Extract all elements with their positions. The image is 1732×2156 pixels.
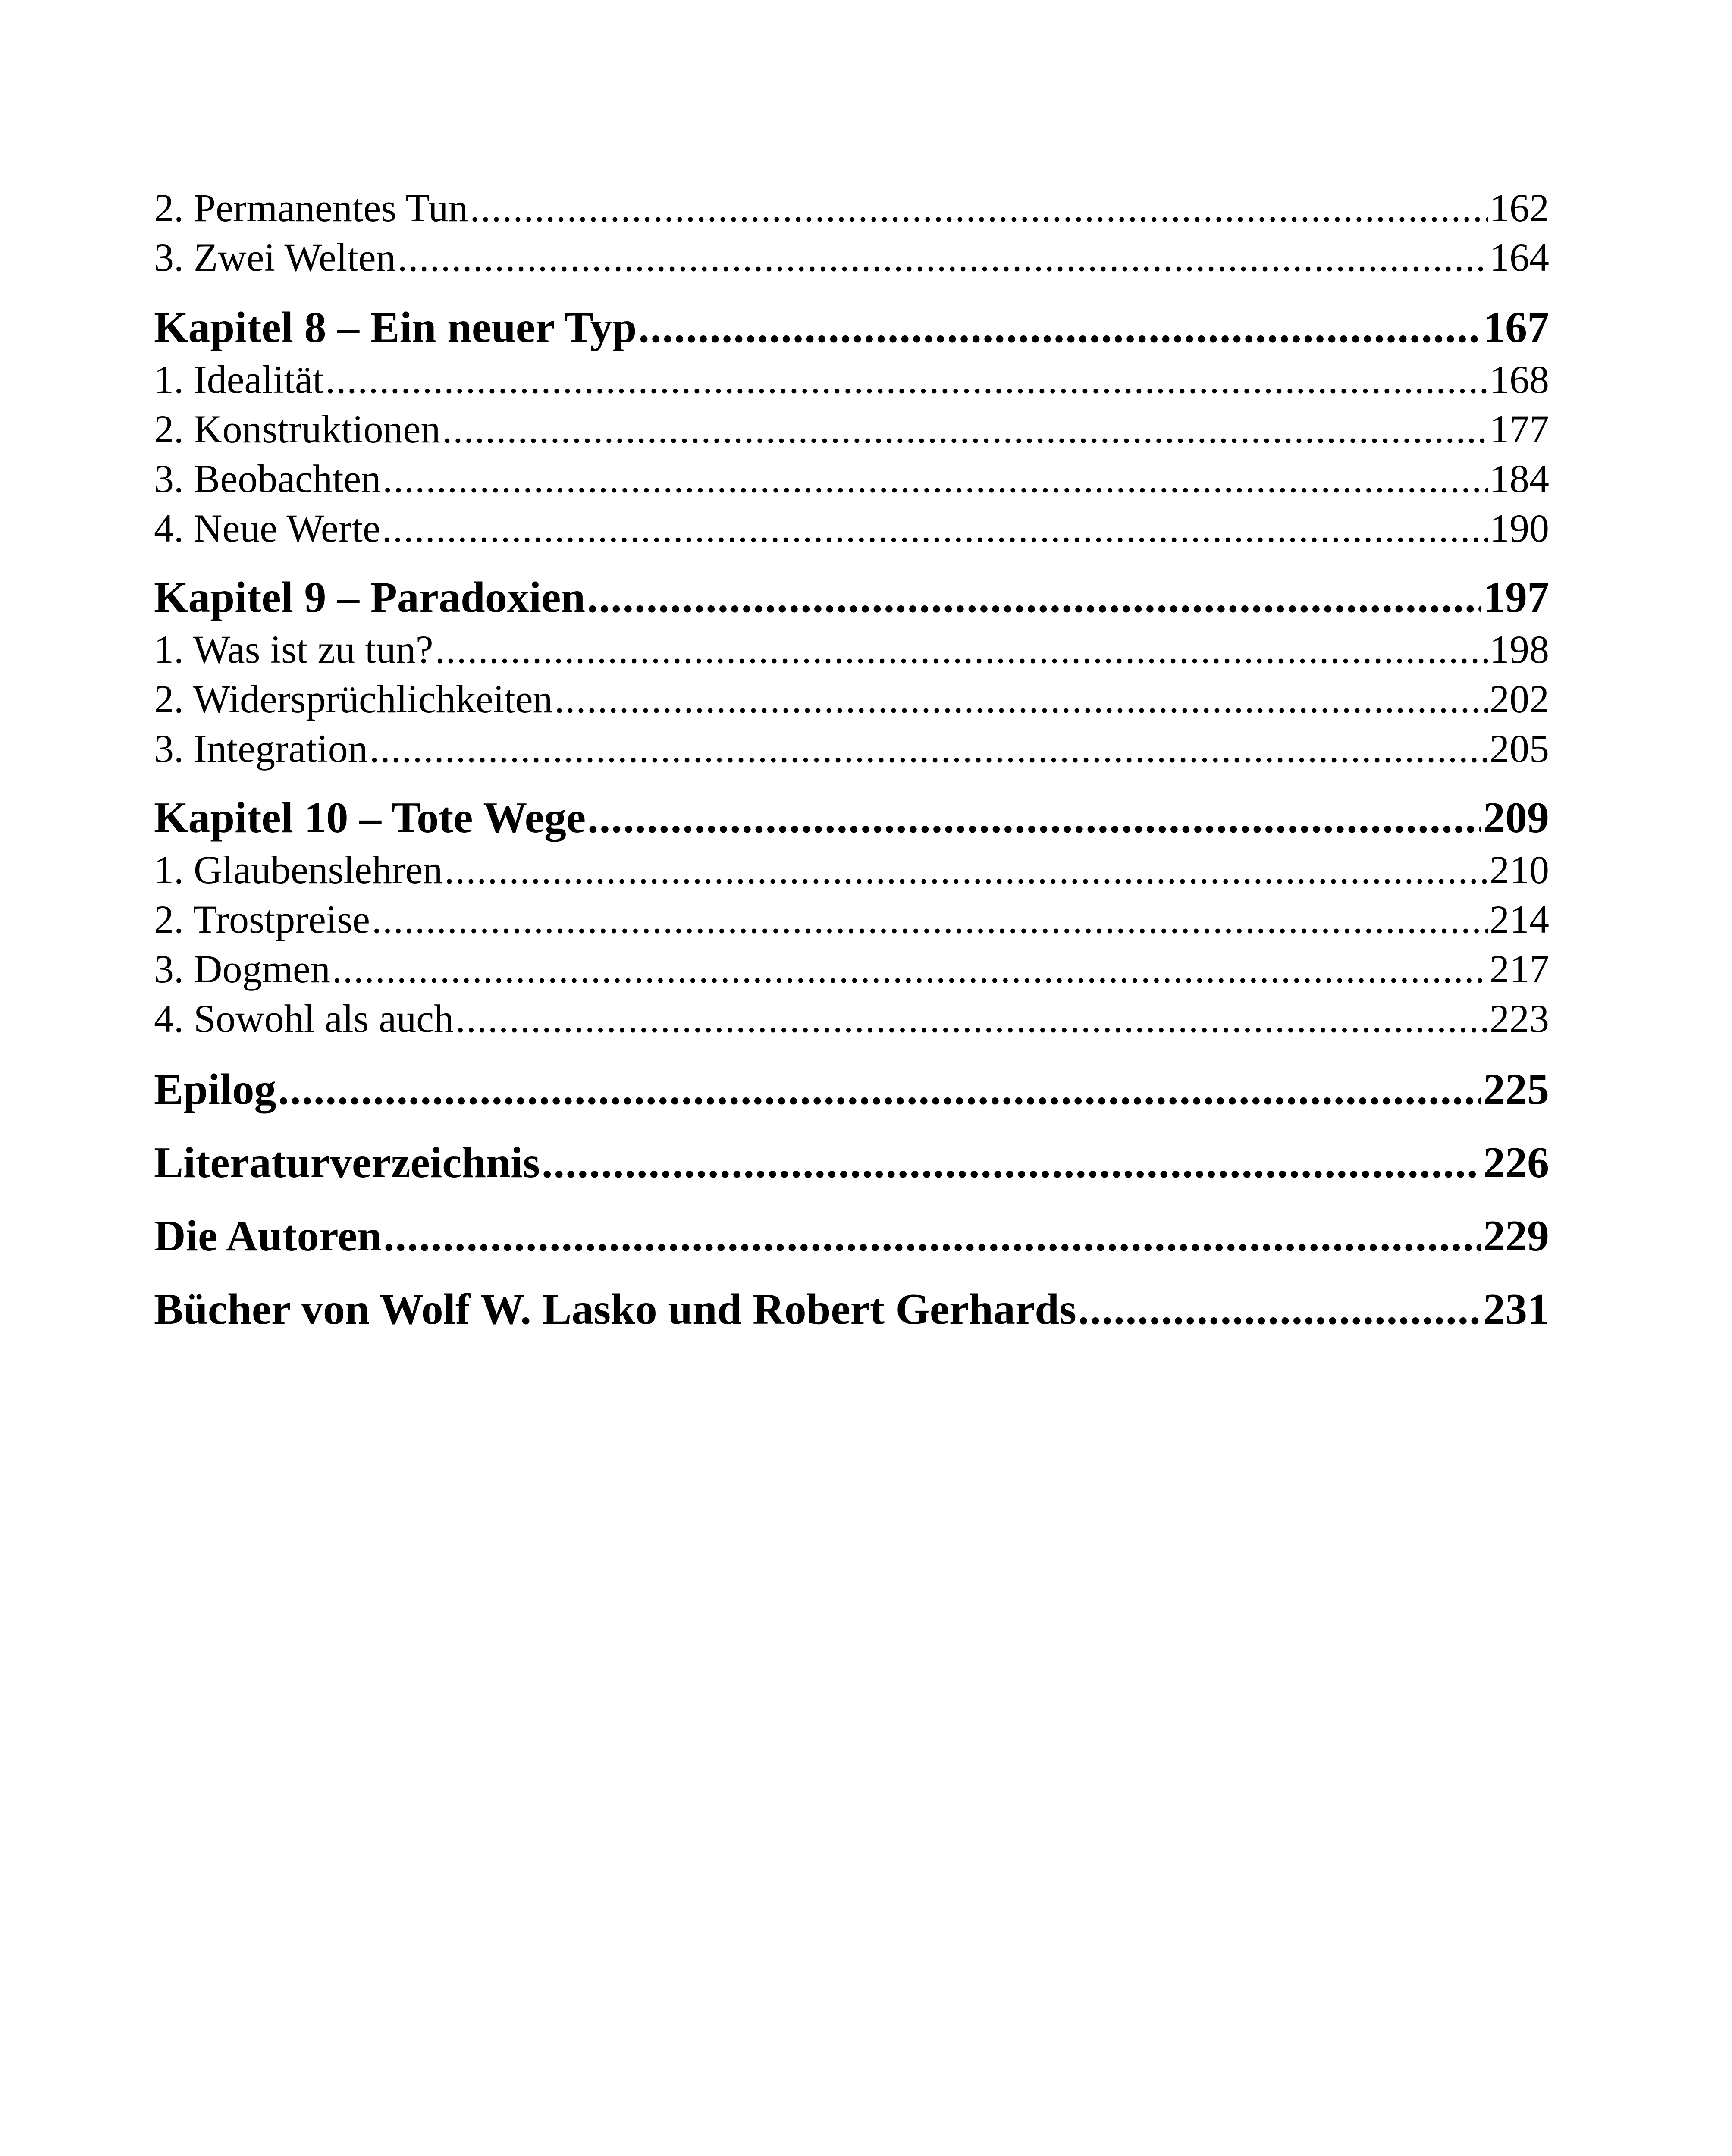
- toc-entry-title: 2. Konstruktionen: [154, 407, 441, 451]
- toc-entry-title: 4. Neue Werte: [154, 506, 380, 550]
- toc-entry-page: 190: [1490, 506, 1549, 550]
- dot-leader: [442, 404, 1488, 454]
- toc-entry-page: 217: [1490, 947, 1549, 991]
- dot-leader: [455, 994, 1488, 1044]
- dot-leader: [444, 845, 1488, 895]
- toc-entry-title: 1. Glaubenslehren: [154, 848, 443, 892]
- toc-section[interactable]: [154, 1282, 1549, 1337]
- toc-entry-page: 162: [1490, 186, 1549, 230]
- toc-entry-title: 2. Trostpreise: [154, 897, 370, 941]
- toc-entry-title: 2. Permanentes Tun: [154, 186, 468, 230]
- toc-entry[interactable]: [154, 233, 1549, 282]
- toc-entry-page: 198: [1490, 627, 1549, 671]
- dot-leader: [470, 183, 1488, 233]
- toc-entry-title: 3. Dogmen: [154, 947, 330, 991]
- toc-entry-page: 214: [1490, 897, 1549, 941]
- toc-section-title: Die Autoren: [154, 1212, 382, 1260]
- toc-section-title: Epilog: [154, 1065, 276, 1114]
- toc-entry-title: 1. Idealität: [154, 357, 324, 401]
- toc-entry[interactable]: [154, 404, 1549, 454]
- toc-section-title: Literaturverzeichnis: [154, 1138, 540, 1187]
- toc-chapter[interactable]: [154, 570, 1549, 625]
- toc-entry[interactable]: [154, 994, 1549, 1044]
- toc-entry-page: 177: [1490, 407, 1549, 451]
- table-of-contents: [154, 183, 1549, 1337]
- toc-entry-page: 205: [1490, 727, 1549, 771]
- toc-chapter-page: 167: [1483, 303, 1549, 352]
- toc-entry[interactable]: [154, 724, 1549, 774]
- dot-leader: [382, 504, 1488, 553]
- toc-entry[interactable]: [154, 845, 1549, 895]
- dot-leader: [587, 791, 1481, 845]
- toc-section-page: 225: [1483, 1065, 1549, 1114]
- toc-chapter-title: Kapitel 9 – Paradoxien: [154, 573, 586, 622]
- dot-leader: [278, 1062, 1481, 1117]
- toc-entry-title: 1. Was ist zu tun?: [154, 627, 433, 671]
- dot-leader: [1078, 1282, 1481, 1337]
- toc-entry-page: 223: [1490, 997, 1549, 1040]
- toc-entry-title: 4. Sowohl als auch: [154, 997, 454, 1040]
- toc-chapter-page: 209: [1483, 793, 1549, 842]
- toc-section-page: 229: [1483, 1212, 1549, 1260]
- toc-entry-title: 3. Integration: [154, 727, 368, 771]
- toc-section[interactable]: [154, 1062, 1549, 1117]
- toc-entry-title: 2. Widersprüchlichkeiten: [154, 677, 553, 721]
- toc-section-title: Bücher von Wolf W. Lasko und Robert Gerhards: [154, 1285, 1076, 1334]
- toc-entry-page: 184: [1490, 457, 1549, 501]
- dot-leader: [587, 570, 1481, 625]
- toc-section[interactable]: [154, 1209, 1549, 1263]
- dot-leader: [638, 301, 1481, 355]
- dot-leader: [542, 1136, 1481, 1190]
- toc-chapter-title: Kapitel 8 – Ein neuer Typ: [154, 303, 637, 352]
- toc-chapter-page: 197: [1483, 573, 1549, 622]
- toc-section-page: 231: [1483, 1285, 1549, 1334]
- toc-chapter[interactable]: [154, 791, 1549, 845]
- dot-leader: [383, 454, 1488, 504]
- dot-leader: [372, 895, 1488, 944]
- dot-leader: [435, 625, 1488, 674]
- toc-entry-page: 164: [1490, 235, 1549, 279]
- dot-leader: [383, 1209, 1481, 1263]
- toc-section-page: 226: [1483, 1138, 1549, 1187]
- toc-entry-page: 210: [1490, 848, 1549, 892]
- toc-entry-title: 3. Beobachten: [154, 457, 381, 501]
- toc-entry[interactable]: [154, 454, 1549, 504]
- toc-section[interactable]: [154, 1136, 1549, 1190]
- toc-entry-title: 3. Zwei Welten: [154, 235, 396, 279]
- dot-leader: [398, 233, 1488, 282]
- dot-leader: [332, 944, 1488, 994]
- toc-entry[interactable]: [154, 674, 1549, 724]
- toc-chapter[interactable]: [154, 301, 1549, 355]
- toc-entry-page: 168: [1490, 357, 1549, 401]
- dot-leader: [370, 724, 1488, 774]
- toc-entry[interactable]: [154, 504, 1549, 553]
- toc-entry[interactable]: [154, 183, 1549, 233]
- dot-leader: [555, 674, 1488, 724]
- dot-leader: [325, 355, 1488, 404]
- toc-entry[interactable]: [154, 944, 1549, 994]
- toc-entry[interactable]: [154, 355, 1549, 404]
- toc-entry[interactable]: [154, 895, 1549, 944]
- toc-chapter-title: Kapitel 10 – Tote Wege: [154, 793, 586, 842]
- toc-entry[interactable]: [154, 625, 1549, 674]
- toc-entry-page: 202: [1490, 677, 1549, 721]
